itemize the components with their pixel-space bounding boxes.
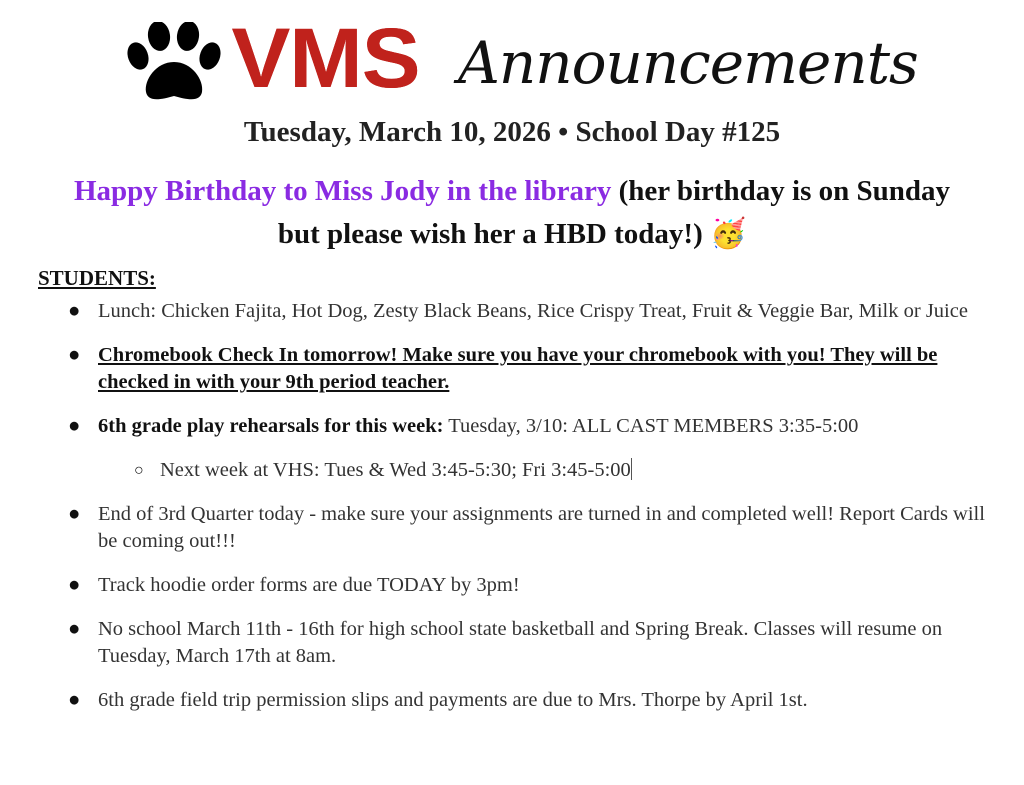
bullet-icon: ●: [68, 618, 81, 640]
list-item: [60, 298, 990, 325]
item-text: End of 3rd Quarter today - make sure your assignments are turned in and completed well! Report Cards will be coming out!!!: [98, 503, 985, 552]
date-line: Tuesday, March 10, 2026 • School Day #125: [243, 116, 781, 148]
birthday-note: (her birthday is on Sunday but please wish her a HBD today!): [277, 175, 951, 250]
bullet-icon: ●: [68, 574, 81, 596]
logo-text: VMS: [231, 11, 420, 105]
item-text: Chromebook Check In tomorrow! Make sure you have your chromebook with you! They will be checked in with your 9th period teacher.: [98, 344, 938, 393]
text-cursor: [631, 458, 632, 480]
item-bold-text: 6th grade play rehearsals for this week:: [98, 415, 444, 437]
announcements-title: Announcements: [458, 29, 918, 97]
list-item: [60, 572, 990, 599]
bullet-icon: ●: [68, 689, 81, 711]
paw-print-icon: [126, 22, 222, 104]
item-text: Tuesday, 3/10: ALL CAST MEMBERS 3:35-5:00: [443, 415, 859, 437]
item-text: Track hoodie order forms are due TODAY by 3pm!: [98, 574, 520, 596]
header-banner: [0, 11, 1024, 105]
party-face-emoji-icon: 🥳: [709, 218, 747, 250]
vms-logo: [231, 11, 420, 105]
list-item: [60, 616, 990, 670]
item-text: Lunch: Chicken Fajita, Hot Dog, Zesty Black Beans, Rice Crispy Treat, Fruit & Veggie Bar, Milk or Juice: [98, 300, 968, 322]
item-text: No school March 11th - 16th for high school state basketball and Spring Break. Classes will resume on Tuesday, March 17th at 8am.: [98, 618, 943, 667]
birthday-highlight: Happy Birthday to Miss Jody in the library: [73, 175, 612, 207]
list-item: [60, 342, 990, 396]
sub-list: [98, 457, 990, 484]
item-text: 6th grade field trip permission slips and payments are due to Mrs. Thorpe by April 1st.: [98, 689, 808, 711]
list-item: [60, 501, 990, 555]
list-item: [60, 687, 990, 714]
bullet-icon: ●: [68, 344, 81, 366]
bullet-icon: ●: [68, 415, 81, 437]
section-heading-students: STUDENTS:: [38, 266, 156, 290]
students-list: [60, 298, 990, 731]
hollow-bullet-icon: ○: [134, 462, 144, 479]
sub-list-item: [98, 457, 990, 484]
bullet-icon: ●: [68, 300, 81, 322]
list-item: [60, 413, 990, 484]
birthday-message: [60, 170, 964, 256]
item-text: Next week at VHS: Tues & Wed 3:45-5:30; Fri 3:45-5:00: [160, 459, 631, 481]
bullet-icon: ●: [68, 503, 81, 525]
